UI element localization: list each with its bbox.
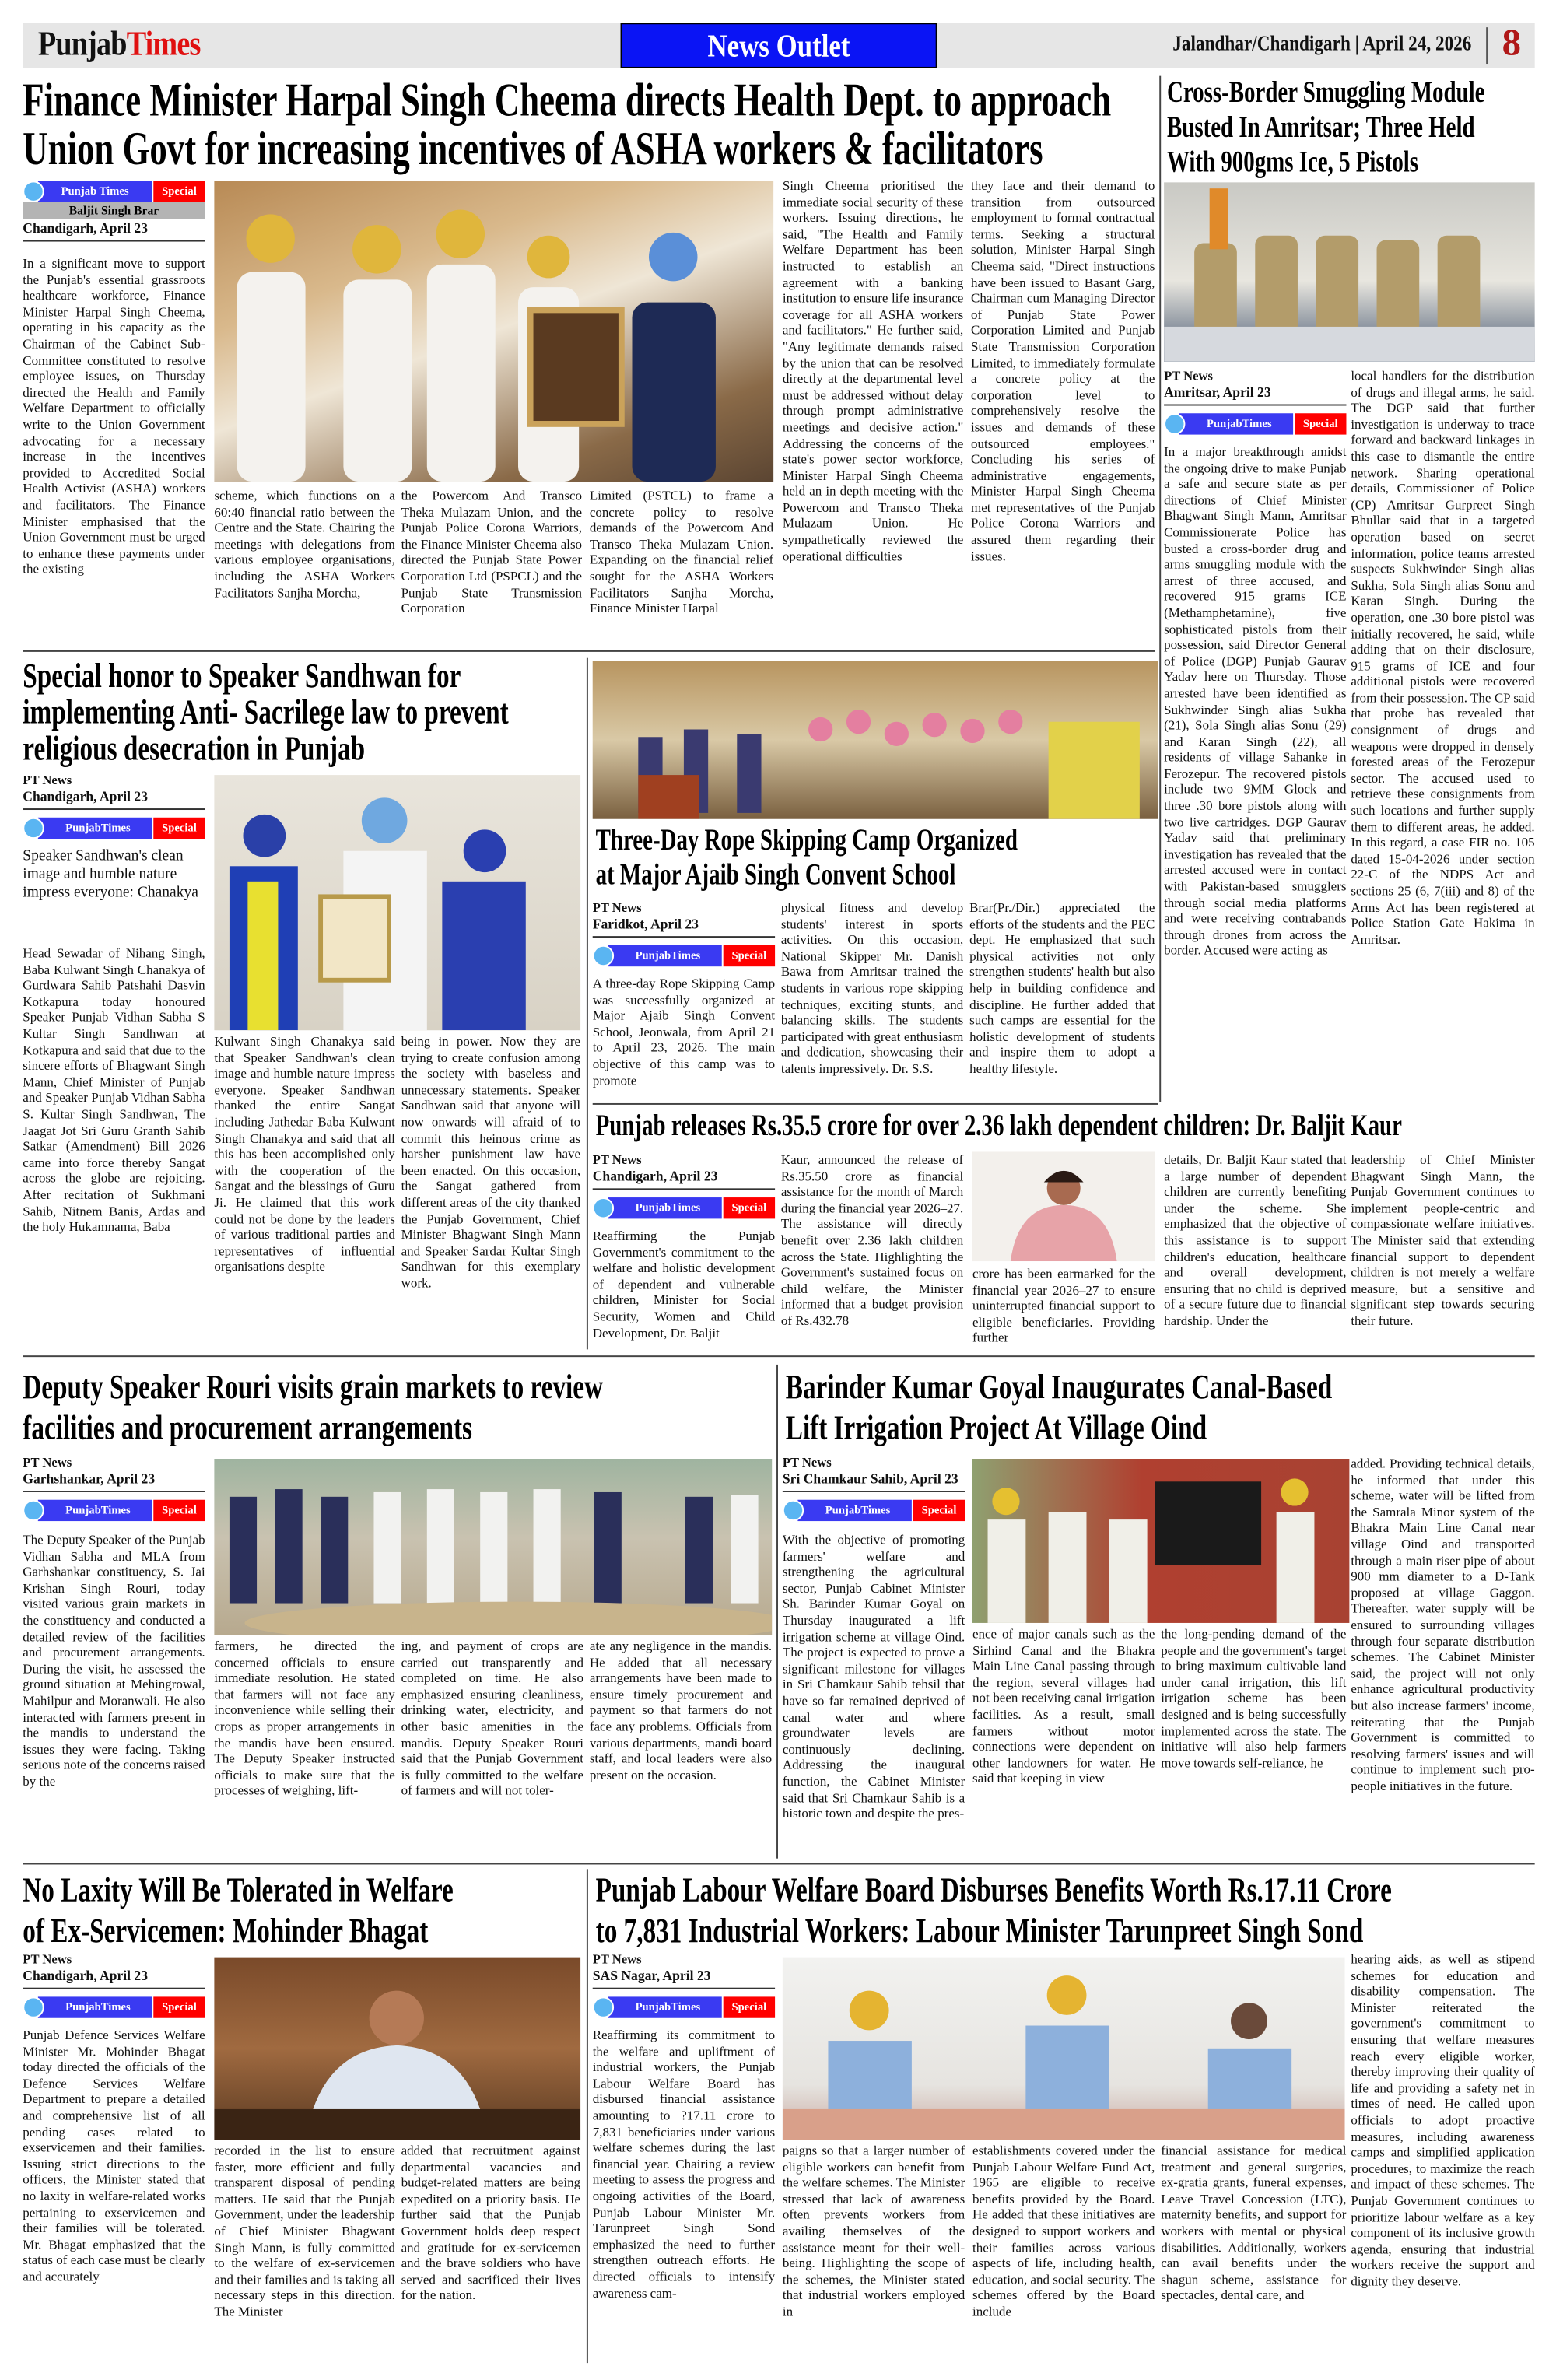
dateline bbox=[783, 1454, 965, 1492]
article-column: paigns so that a larger number of eligible workers can benefit from the welfare schemes. The Minister stressed that lack of awareness often prevents workers from availing themselves of the assistance meant for their well-being. Highlighting the scope of the schemes, the Minister stated that industrial workers employed in bbox=[782, 2142, 965, 2319]
dateline-place: SAS Nagar, April 23 bbox=[592, 1968, 711, 1983]
photo-police-press-conference bbox=[1164, 182, 1535, 361]
byline-badge bbox=[593, 1197, 775, 1218]
badge-brand: PunjabTimes bbox=[38, 1500, 152, 1521]
photo-figures bbox=[214, 1958, 580, 2140]
photo-figures bbox=[972, 1459, 1349, 1623]
publication-emblem-icon bbox=[23, 181, 44, 202]
headline-line: No Laxity Will Be Tolerated in Welfare bbox=[23, 1870, 454, 1909]
photo-school-students bbox=[593, 661, 1158, 819]
headline-line: Cross-Border Smuggling Module bbox=[1167, 75, 1485, 110]
photo-minister-bhagat bbox=[214, 1958, 580, 2140]
headline-line: of Ex-Servicemen: Mohinder Bhagat bbox=[23, 1912, 429, 1950]
byline-badge bbox=[593, 945, 775, 966]
article-column: Singh Cheema prioritised the immediate social security of these workers. Issuing directions, he said, "The Health and Family Welfare Department has been instructed to establish an agreement with a banking institution to ensure life insurance coverage for all ASHA workers and facilitators." He further said, "Any legitimate demands raised by the union that can be resolved directly at the departmental level must be addressed without delay through prompt administrative meetings and decisive action." Addressing the concerns of the state's power sector workforce, Minister Harpal Singh Cheema held an in depth meeting with the Powercom and Transco Theka Mulazam Union. He sympathetically reviewed the operational difficulties bbox=[782, 177, 964, 563]
article-column: the long-pending demand of the people and the government's target to bring maximum cultivable land under canal irrigation, this lift irrigation scheme has been designed and is being successfully implemented across the state. The initiative will also help farmers move towards self-reliance, he bbox=[1161, 1625, 1347, 1770]
article-column: they face and their demand to transition from outsourced employment to formal contractual terms. Seeking a structural solution, Minister Harpal Singh Cheema said, "Direct instructions have been issued to Basant Garg, Chairman cum Managing Director of Punjab State Power Corporation Limited and Punjab State Transmission Corporation Limited, to immediately formulate a concrete policy at the corporation level to comprehensively resolve the issues and demands of these outsourced employees." Concluding his series of administrative engagements, Minister Harpal Singh Cheema met representatives of the Punjab Police Corona Warriors and assured them regarding their issues. bbox=[971, 177, 1155, 563]
headline[interactable] bbox=[23, 72, 1155, 175]
publication-emblem-icon bbox=[23, 1996, 44, 2017]
article-column: Kaur, announced the release of Rs.35.50 crore as financial assistance for the month of March during the financial year 2026–27. The assistance will directly benefit over 2.36 lakh children across the State. Highlighting the Government's sustained focus on child welfare, the Minister informed that a budget provision of Rs.432.78 bbox=[780, 1151, 964, 1328]
photo-labour-minister-meeting bbox=[783, 1958, 1345, 2140]
article-column: In a significant move to support the Punjab's essential grassroots healthcare workforce, Finance Minister Harpal Singh Cheema, operating in his capacity as the Chairman of the Cabinet Sub-Committee constituted to resolve employee issues, on Thursday directed the Health and Family Welfare Department to officially write to the Union Government advocating for a necessary increase in the incentives provided to Accredited Social Health Activist (ASHA) workers and facilitators. The Finance Minister emphasised that the Union Government must be urged to enhance these payments under the existing bbox=[23, 255, 205, 577]
headline[interactable] bbox=[596, 1869, 1535, 1951]
photo-figures bbox=[593, 661, 1158, 819]
divider bbox=[23, 808, 205, 810]
section-banner: News Outlet bbox=[621, 23, 937, 68]
photo-grain-market-visit bbox=[214, 1459, 772, 1635]
byline-badge bbox=[23, 1500, 205, 1521]
news-source: PT News bbox=[23, 1951, 72, 1967]
headline-line: Three-Day Rope Skipping Camp Organized bbox=[595, 823, 1018, 857]
byline-badge bbox=[23, 1996, 205, 2017]
badge-brand: PunjabTimes bbox=[38, 1996, 152, 2017]
publication-emblem-icon bbox=[23, 1500, 44, 1521]
dateline bbox=[593, 1151, 775, 1190]
dateline-place: Faridkot, April 23 bbox=[592, 916, 699, 932]
article-column: hearing aids, as well as stipend schemes for education and disability compensation. The Minister reiterated the government's commitment to ensuring that welfare measures reach every eligible worker, thereby improving their quality of life and providing a safety net in times of need. He called upon officials to adopt proactive measures, including awareness camps and simplified application procedures, to maximize the reach and impact of these schemes. The Punjab Government continues to prioritize labour welfare as a key component of its inclusive growth agenda, ensuring that industrial workers receive the support and dignity they deserve. bbox=[1351, 1951, 1535, 2289]
article-column: A three-day Rope Skipping Camp was successfully organized at Major Ajaib Singh Convent School, Jeonwala, from April 21 to April 23, 2026. The main objective of this camp was to promote bbox=[592, 975, 776, 1088]
headline-line: Punjab Labour Welfare Board Disburses Benefits Worth Rs.17.11 Crore bbox=[595, 1870, 1392, 1909]
badge-special: Special bbox=[153, 181, 205, 202]
byline-badge bbox=[783, 1500, 965, 1521]
dateline bbox=[23, 220, 205, 241]
divider bbox=[23, 1491, 205, 1492]
headline[interactable] bbox=[596, 1108, 1535, 1144]
badge-special: Special bbox=[724, 1197, 775, 1218]
headline[interactable] bbox=[786, 1366, 1535, 1448]
column-divider bbox=[587, 658, 588, 1350]
article-column: ate any negligence in the mandis. He added that all necessary arrangements have been made to ensure timely procurement and payment so that farmers do not face any problems. Officials from various departments, mandi board staff, and local leaders were also present on the occasion. bbox=[589, 1638, 773, 1782]
divider bbox=[23, 240, 205, 242]
article-column: local handlers for the distribution of drugs and illegal arms, he said. The DGP said that further investigation is underway to trace forward and backward linkages in this case to dismantle the entire network. Sharing operational details, Commissioner of Police (CP) Amritsar Gurpreet Singh Bhullar said that in a targeted operation based on secret information, police teams arrested suspects Sukhwinder Singh alias Sukha, Sola Singh alias Sonu and Karan Singh. During the operation, one .30 bore pistol was initially recovered, he said, while adding that on their disclosure, 915 grams of ICE and four additional pistols were recovered from their possession. The CP said that probe has revealed that consignment of drugs and weapons were dropped in densely forested areas of the Ferozepur sector. The accused used to retrieve these consignments from such locations and further supply them to different areas, he added. In this regard, a case FIR no. 105 dated 15-04-2026 under section 22-C of the NDPS Act and sections 25 (6, 7(iii) and 8) of the Arms Act has been registered at Police Station Gate Hakima in Amritsar. bbox=[1351, 367, 1535, 947]
divider bbox=[1164, 405, 1346, 406]
divider bbox=[593, 1188, 775, 1190]
headline-line: Punjab releases Rs.35.5 crore for over 2.36 lakh dependent children: Dr. Baljit Kaur bbox=[595, 1109, 1402, 1143]
headline-line: Special honor to Speaker Sandhwan for bbox=[23, 656, 461, 695]
headline-line: Lift Irrigation Project At Village Oind bbox=[785, 1408, 1207, 1447]
badge-brand: Punjab Times bbox=[38, 181, 152, 202]
page-number: 8 bbox=[1502, 23, 1522, 65]
dateline-place: Chandigarh, April 23 bbox=[23, 788, 149, 804]
article-column: Limited (PSTCL) to frame a concrete policy to resolve demands of the Powercom And Transco Theka Mulazam Union. Expanding on the financial relief sought for the ASHA Workers Facilitators Sanjha Morcha, Finance Minister Harpal bbox=[589, 487, 774, 616]
dateline bbox=[593, 1951, 775, 1989]
article-column: details, Dr. Baljit Kaur stated that a large number of dependent children are currently benefiting under the scheme. She emphasized that the objective of this assistance is to support children's education, healthcare and overall development, ensuring that no child is deprived of a secure future due to financial hardship. Under the bbox=[1164, 1151, 1347, 1328]
article-column: ing, and payment of crops are carried out transparently and completed on time. He also emphasized ensuring cleanliness, drinking water, electricity, and other basic amenities in the mandis. Deputy Speaker Rouri said that the Punjab Government is fully committed to the welfare of farmers and will not toler- bbox=[401, 1638, 584, 1799]
publication-emblem-icon bbox=[593, 1996, 614, 2017]
section-divider bbox=[23, 650, 1155, 652]
photo-speaker-honoured bbox=[214, 775, 580, 1030]
photo-figures bbox=[214, 181, 773, 482]
byline-badge bbox=[23, 181, 205, 219]
article-column: Reaffirming the Punjab Government's commitment to the welfare and holistic development of dependent and vulnerable children, Minister for Social Security, Women and Child Development, Dr. Baljit bbox=[592, 1228, 776, 1340]
headline-line: Union Govt for increasing incentives of ASHA workers & facilitators bbox=[23, 121, 1043, 175]
dateline bbox=[593, 899, 775, 938]
headline-line: facilities and procurement arrangements bbox=[23, 1408, 472, 1447]
dateline-place: Chandigarh, April 23 bbox=[23, 220, 149, 236]
news-source: PT News bbox=[23, 1454, 72, 1470]
photo-ministers-with-delegation bbox=[214, 181, 773, 482]
edition-date: Jalandhar/Chandigarh | April 24, 2026 bbox=[1172, 33, 1471, 57]
publication-emblem-icon bbox=[593, 945, 614, 966]
column-divider bbox=[776, 1365, 778, 1859]
headline-line: Finance Minister Harpal Singh Cheema directs Health Dept. to approach bbox=[23, 72, 1112, 127]
headline-line: at Major Ajaib Singh Convent School bbox=[595, 858, 956, 892]
section-divider bbox=[593, 1103, 1158, 1105]
article-column: added that recruitment against departmental vacancies and budget-related matters are being expedited on a priority basis. He further said that the Punjab Government holds deep respect and gratitude for ex-servicemen and the brave soldiers who have served and sacrificed their lives for the nation. bbox=[401, 2142, 581, 2303]
dateline bbox=[23, 772, 205, 810]
headline-line: religious desecration in Punjab bbox=[23, 729, 366, 768]
headline-line: Barinder Kumar Goyal Inaugurates Canal-Based bbox=[785, 1367, 1333, 1406]
headline[interactable] bbox=[596, 824, 1158, 894]
headline-line: With 900gms Ice, 5 Pistols bbox=[1167, 145, 1419, 180]
article-column: recorded in the list to ensure faster, more efficient and fully transparent disposal of pending matters. He said that the Punjab Government, under the leadership of Chief Minister Bhagwant Singh Mann, is fully committed to the welfare of ex-servicemen and their families and is taking all necessary steps in this direction. The Minister bbox=[214, 2142, 395, 2319]
article-column: The Deputy Speaker of the Punjab Vidhan Sabha and MLA from Garhshankar constituency, S. Jai Krishan Singh Rouri, today visited various grain markets in the constituency and conducted a detailed review of the facilities and procurement arrangements. During the visit, he assessed the ground situation at Mehingrowal, Mahilpur and Moranwali. He also interacted with farmers present in the mandis to understand the issues they were facing. Taking serious note of the concerns raised by the bbox=[23, 1531, 205, 1789]
section-divider bbox=[23, 1355, 1534, 1357]
badge-brand: PunjabTimes bbox=[797, 1500, 911, 1521]
byline-badge bbox=[23, 818, 205, 839]
author-name: Baljit Singh Brar bbox=[23, 202, 205, 219]
article-column: farmers, he directed the concerned officials to ensure immediate resolution. He stated that farmers will not face any inconvenience while selling their crops as proper arrangements in the mandis have been ensured. The Deputy Speaker instructed officials to make sure that the processes of weighing, lift- bbox=[214, 1638, 395, 1799]
article-column: Punjab Defence Services Welfare Minister Mr. Mohinder Bhagat today directed the officials of the Defence Services Welfare Department to prepare a detailed and comprehensive list of all pending cases related to exservicemen and their families. Issuing strict directions to the officers, the Minister stated that no laxity in welfare-related works pertaining to exservicemen and their families will be tolerated. Mr. Bhagat emphasized that the status of each case must be clearly and accurately bbox=[23, 2027, 205, 2284]
divider bbox=[593, 936, 775, 938]
badge-brand: PunjabTimes bbox=[1179, 413, 1293, 434]
article-column: Kulwant Singh Chanakya said that Speaker Sandhwan's clean image and humble nature impress everyone. Speaker Sandhwan thanked the entire Sangat including Jathedar Baba Kulwant Singh Chanakya and said that all this has been accomplished only with the cooperation of the Sangat and the blessings of Guru Ji. He claimed that this work could not be done by the leaders of various traditional parties and representatives of influential organisations despite bbox=[214, 1033, 395, 1274]
article-column: being in power. Now they are trying to create confusion among the society with baseless and unnecessary statements. Speaker Sandhwan said that anyone will now onwards will afraid of to commit this heinous crime as harsher punishment law have been enacted. On this occasion, the Sangat gathered from different areas of the city thanked the Punjab Government, Chief Minister Bhagwant Singh Mann and Speaker Sardar Kultar Singh Sandhwan for this exemplary work. bbox=[401, 1033, 581, 1291]
article-lead: Speaker Sandhwan's clean image and humble nature impress everyone: Chanakya bbox=[23, 847, 198, 902]
badge-brand: PunjabTimes bbox=[608, 1996, 721, 2017]
badge-special: Special bbox=[1295, 413, 1346, 434]
photo-figures bbox=[972, 1151, 1155, 1261]
dateline-place: Amritsar, April 23 bbox=[1164, 384, 1271, 400]
article-column: the Powercom And Transco Theka Mulazam Union, and the Punjab Police Corona Warriors, the Finance Minister Cheema also directed the Punjab State Power Corporation Ltd (PSPCL) and the Punjab State Transmission Corporation bbox=[401, 487, 583, 616]
column-divider bbox=[587, 1869, 588, 2363]
photo-figures bbox=[214, 1459, 772, 1635]
headline[interactable] bbox=[23, 1366, 772, 1448]
photo-inauguration-plaque bbox=[972, 1459, 1349, 1623]
badge-special: Special bbox=[913, 1500, 965, 1521]
headline-line: Busted In Amritsar; Three Held bbox=[1167, 110, 1475, 145]
news-source: PT News bbox=[592, 899, 642, 915]
badge-special: Special bbox=[153, 1996, 205, 2017]
headline[interactable] bbox=[1167, 76, 1535, 181]
section-divider bbox=[23, 1863, 1534, 1865]
news-source: PT News bbox=[782, 1454, 832, 1470]
headline[interactable] bbox=[23, 1869, 582, 1951]
divider bbox=[1486, 27, 1488, 64]
article-column: financial assistance for medical treatment and general surgeries, ex-gratia grants, funeral expenses, Leave Travel Concession (LTC), maternity benefits, and support for workers with mental or physical disabilities. Additionally, workers can avail benefits under the shagun scheme, assistance for spectacles, dental care, and bbox=[1161, 2142, 1347, 2303]
headline-line: Deputy Speaker Rouri visits grain markets to review bbox=[23, 1367, 604, 1406]
byline-badge bbox=[593, 1996, 775, 2017]
badge-special: Special bbox=[724, 1996, 775, 2017]
divider bbox=[593, 1988, 775, 1989]
badge-brand: PunjabTimes bbox=[608, 1197, 721, 1218]
dateline bbox=[23, 1951, 205, 1989]
dateline-place: Sri Chamkaur Sahib, April 23 bbox=[782, 1470, 958, 1487]
article-column: crore has been earmarked for the financial year 2026–27 to ensure uninterrupted financial support to eligible beneficiaries. Providing further bbox=[972, 1265, 1155, 1346]
dateline-place: Garhshankar, April 23 bbox=[23, 1470, 156, 1487]
news-source: PT News bbox=[23, 772, 72, 787]
publication-emblem-icon bbox=[23, 818, 44, 839]
publication-emblem-icon bbox=[1164, 413, 1185, 434]
article-column: ence of major canals such as the Sirhind Canal and the Bhakra Main Line Canal passing through the region, several villages had not been receiving canal irrigation facilities. As a result, small farmers without motor connections were dependent on other landowners for water. He said that keeping in view bbox=[972, 1625, 1155, 1786]
photo-figures bbox=[783, 1958, 1345, 2140]
article-column: Reaffirming its commitment to the welfare and upliftment of industrial workers, the Punjab Labour Welfare Board has disbursed financial assistance amounting to ?17.11 crore to 7,831 beneficiaries under various welfare schemes during the last financial year. Chairing a review meeting to assess the progress and ongoing activities of the Board, Punjab Labour Minister Mr. Tarunpreet Singh Sond emphasized the need to further strengthen outreach efforts. He directed officials to intensify awareness cam- bbox=[592, 2027, 776, 2301]
article-column: Head Sewadar of Nihang Singh, Baba Kulwant Singh Chanakya of Gurdwara Sahib Patshahi Dasvin Kotkapura today honoured Speaker Punjab Vidhan Sabha S Kultar Singh Sandhwan at Kotkapura and said that due to the sincere efforts of Bhagwant Singh Mann, Chief Minister of Punjab and Speaker Punjab Vidhan Sabha S. Kultar Singh Sandhwan, The Jaagat Jot Sri Guru Granth Sahib Satkar (Amendment) Bill 2026 came into force thereby Sangat across the globe are rejoicing. After recitation of Sukhmani Sahib, Nitnem Banis, Ardas and the holy Hukamnama, Baba bbox=[23, 945, 205, 1235]
divider bbox=[23, 1988, 205, 1989]
article-column: added. Providing technical details, he informed that under this scheme, water will be lifted from the Samrala Minor system of the Bhakra Main Line Canal near village Oind and transported through a main riser pipe of about 900 mm diameter to a D-Tank proposed at village Gaggon. Thereafter, water supply will be ensured to surrounding villages through four separate distribution schemes. The Cabinet Minister said, the project will not only enhance agricultural productivity but also increase farmers' income, reiterating that the Punjab Government is committed to resolving farmers' issues and will continue to implement such pro-people initiatives in the future. bbox=[1351, 1456, 1535, 1793]
dateline bbox=[1164, 368, 1346, 406]
dateline-place: Chandigarh, April 23 bbox=[592, 1168, 718, 1184]
news-source: PT News bbox=[1164, 367, 1213, 384]
article-column: physical fitness and develop students' interest in sports activities. On this occasion, National Skipper Mr. Danish Bawa from Amritsar trained the students in various rope skipping techniques, exciting stunts, and balancing skills. The students participated with great enthusiasm and dedication, showcasing their talents impressively. Dr. S.S. bbox=[780, 899, 964, 1076]
article-column: establishments covered under the Punjab Labour Welfare Fund Act, 1965 are eligible to receive benefits provided by the Board. He added that these initiatives are designed to support workers and their families across various aspects of life, including health, education, and social security. The schemes offered by the Board include bbox=[972, 2142, 1155, 2319]
headline-line: to 7,831 Industrial Workers: Labour Minister Tarunpreet Singh Sond bbox=[595, 1912, 1364, 1950]
masthead bbox=[23, 23, 1534, 68]
byline-badge bbox=[1164, 413, 1346, 434]
badge-brand: PunjabTimes bbox=[608, 945, 721, 966]
news-source: PT News bbox=[592, 1951, 642, 1967]
badge-special: Special bbox=[153, 818, 205, 839]
divider bbox=[783, 1491, 965, 1492]
photo-figures bbox=[1164, 182, 1535, 361]
logo-part-punjab: Punjab bbox=[37, 24, 127, 63]
photo-figures bbox=[214, 775, 580, 1030]
article-column: Brar(Pr./Dir.) appreciated the efforts of the students and the PEC dept. He emphasized that such physical activities not only strengthen students' health but also help in building confidence and discipline. He further added that such camps are essential for the holistic development of students and inspire them to adopt a healthy lifestyle. bbox=[969, 899, 1155, 1076]
badge-special: Special bbox=[153, 1500, 205, 1521]
publication-logo[interactable] bbox=[38, 24, 201, 64]
photo-minister-baljit-kaur bbox=[972, 1151, 1155, 1261]
logo-part-times: Times bbox=[126, 24, 201, 63]
publication-emblem-icon bbox=[783, 1500, 804, 1521]
news-source: PT News bbox=[592, 1151, 642, 1167]
badge-brand: PunjabTimes bbox=[38, 818, 152, 839]
article-column: In a major breakthrough amidst the ongoing drive to make Punjab a safe and secure state as per directions of Chief Minister Bhagwant Singh Mann, Amritsar Commissionerate Police has busted a cross-border drug and arms smuggling module with the arrest of three accused, and recovered 915 grams ICE (Methamphetamine), five sophisticated pistols from their possession, said Director General of Police (DGP) Punjab Gaurav Yadav here on Thursday. Those arrested have been identified as Sukhwinder Singh alias Sukha (21), Sola Singh alias Sonu (29) and Karan Singh (22), all residents of village Sahanke in Ferozepur. The recovered pistols include two 9MM Glock and three .30 bore pistols along with two live cartridges. DGP Gaurav Yadav said that preliminary investigation has revealed that the arrested accused were in contact with Pakistan-based smugglers through social media platforms and were receiving contrabands through drones from across the border. Accused were acting as bbox=[1164, 443, 1347, 959]
dateline bbox=[23, 1454, 205, 1492]
article-column: leadership of Chief Minister Bhagwant Singh Mann, the Punjab Government continues to implement people-centric and compassionate welfare initiatives. The Minister said that extending financial support to dependent children is not merely a welfare measure, but a sensitive and significant step towards securing their future. bbox=[1351, 1151, 1535, 1328]
column-divider bbox=[1159, 76, 1161, 1102]
dateline-place: Chandigarh, April 23 bbox=[23, 1968, 149, 1983]
publication-emblem-icon bbox=[593, 1197, 614, 1218]
article-column: With the objective of promoting farmers' welfare and strengthening the agricultural sector, Punjab Cabinet Minister Sh. Barinder Kumar Goyal on Thursday inaugurated a lift irrigation scheme at village Oind. The project is expected to prove a significant milestone for villages in Sri Chamkaur Sahib tehsil that have so far remained deprived of canal water and where groundwater levels are continuously declining. Addressing the inaugural function, the Cabinet Minister said that Sri Chamkaur Sahib is a historic town and despite the pres- bbox=[782, 1531, 965, 1821]
article-column: scheme, which functions on a 60:40 financial ratio between the Centre and the State. Chairing the meetings with delegations from various employee organisations, including the ASHA Workers Facilitators Sanjha Morcha, bbox=[214, 487, 395, 600]
badge-special: Special bbox=[724, 945, 775, 966]
headline-line: implementing Anti- Sacrilege law to prevent bbox=[23, 692, 509, 731]
headline[interactable] bbox=[23, 658, 582, 768]
